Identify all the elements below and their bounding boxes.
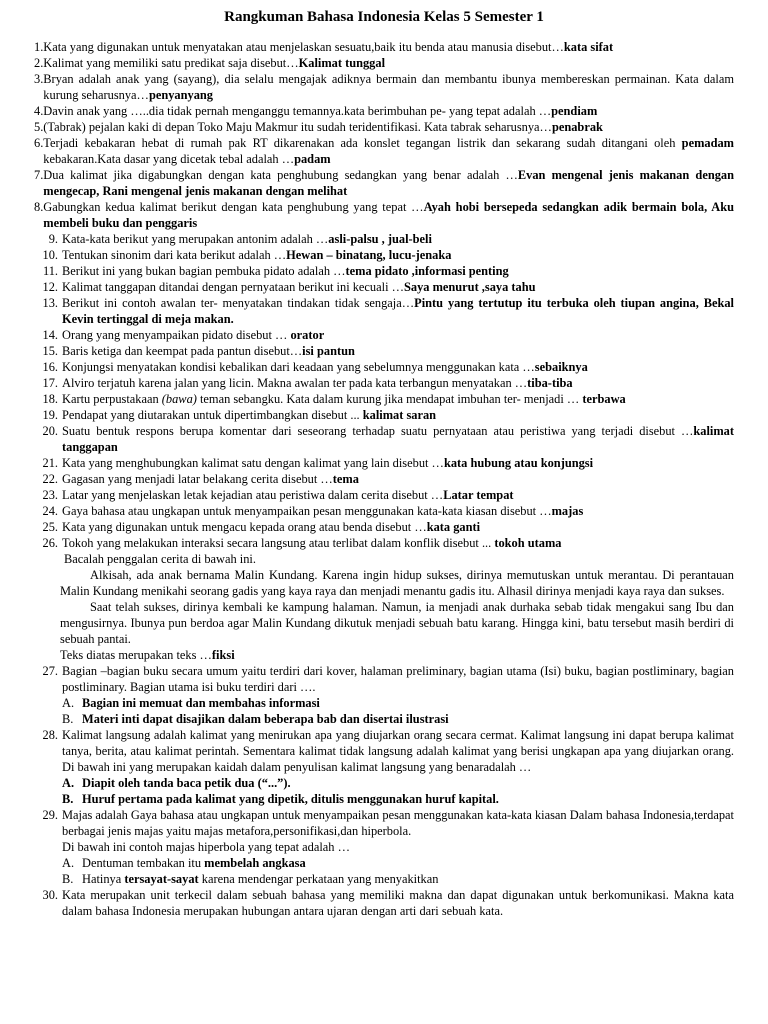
answer-text: kalimat saran xyxy=(362,408,437,422)
question-text xyxy=(62,487,734,503)
question-text xyxy=(43,103,734,119)
question-28 xyxy=(34,727,734,775)
option-text: Diapit oleh tanda baca petik dua (“...”). xyxy=(82,776,291,790)
question-text-part: pemadam xyxy=(681,136,734,150)
question-text-part: Pendapat yang diutarakan untuk dipertimbangkan disebut ... xyxy=(62,408,363,422)
question-item xyxy=(34,247,734,263)
answer-text: terbawa xyxy=(582,392,626,406)
question-number: 2. xyxy=(34,56,44,70)
page-title: Rangkuman Bahasa Indonesia Kelas 5 Semester 1 xyxy=(224,9,544,25)
question-number: 1. xyxy=(34,40,44,54)
question-item xyxy=(34,391,734,407)
question-text xyxy=(62,359,734,375)
option-text: Bagian ini memuat dan membahas informasi xyxy=(82,696,320,710)
answer-text: Evan mengenal jenis makanan dengan mengecap, Rani mengenal jenis makanan dengan melihat xyxy=(43,168,734,198)
question-number: 28. xyxy=(42,728,58,742)
option-label: B. xyxy=(62,712,74,726)
option-label: A. xyxy=(62,776,75,790)
question-item xyxy=(34,55,734,71)
question-item xyxy=(34,519,734,535)
answer-text: isi pantun xyxy=(302,344,355,358)
question-text: Kata merupakan unit terkecil dalam sebuah bahasa yang memiliki makna dan dapat digunakan untuk berkomunikasi. Makna kata dalam bahasa Indonesia merupakan hubungan antara ujaran dengan arti dari sebuah kata. xyxy=(62,888,734,918)
question-number: 16. xyxy=(42,360,58,374)
question-number: 22. xyxy=(42,472,58,486)
question-27 xyxy=(34,663,734,695)
question-number: 20. xyxy=(42,424,58,438)
question-number: 19. xyxy=(42,408,58,422)
answer-text: tiba-tiba xyxy=(527,376,573,390)
question-item xyxy=(34,119,734,135)
option-label: B. xyxy=(62,872,74,886)
question-text-part: Kartu perpustakaan xyxy=(62,392,162,406)
question-number: 21. xyxy=(42,456,58,470)
question-text xyxy=(43,135,734,167)
answer-text: Ayah hobi bersepeda sedangkan adik bermain bola, Aku membeli buku dan penggaris xyxy=(43,200,734,230)
question-text xyxy=(43,199,734,231)
question-text-part: Konjungsi menyatakan kondisi kebalikan dari keadaan yang sebelumnya menggunakan kata … xyxy=(62,360,535,374)
answer-text: penabrak xyxy=(551,120,603,134)
option-28-b xyxy=(34,791,734,807)
option-29-a xyxy=(34,855,734,871)
question-text-part: Davin anak yang …..dia tidak pernah menganggu temannya.kata berimbuhan pe- yang tepat adalah … xyxy=(43,104,552,118)
answer-text: pendiam xyxy=(551,104,598,118)
question-item xyxy=(34,359,734,375)
question-text xyxy=(62,471,734,487)
question-item xyxy=(34,279,734,295)
question-text xyxy=(62,455,734,471)
option-text: Dentuman tembakan itu xyxy=(82,856,205,870)
option-27-a xyxy=(34,695,734,711)
question-number: 14. xyxy=(42,328,58,342)
question-text xyxy=(43,119,734,135)
answer-text: Pintu yang tertutup itu terbuka oleh tiupan angina, Bekal Kevin tertinggal di meja makan. xyxy=(62,296,734,326)
question-text xyxy=(43,71,734,103)
question-text-part: Latar yang menjelaskan letak kejadian atau peristiwa dalam cerita disebut … xyxy=(62,488,444,502)
answer-text: Saya menurut ,saya tahu xyxy=(404,280,536,294)
document-page xyxy=(34,8,734,919)
answer-text: tema pidato ,informasi penting xyxy=(345,264,509,278)
question-item xyxy=(34,423,734,455)
option-emphasis: tersayat-sayat xyxy=(124,872,199,886)
question-text xyxy=(62,519,734,535)
question-number: 24. xyxy=(42,504,58,518)
option-29-b xyxy=(34,871,734,887)
question-text-part: (bawa) xyxy=(161,392,197,406)
answer-text: tema xyxy=(332,472,359,486)
story-question-text: Teks diatas merupakan teks … xyxy=(60,648,212,662)
question-text xyxy=(62,375,734,391)
answer-text: kata sifat xyxy=(563,40,614,54)
question-item xyxy=(34,199,734,231)
question-number: 13. xyxy=(42,296,58,310)
answer-text: Latar tempat xyxy=(443,488,514,502)
question-item xyxy=(34,343,734,359)
question-list xyxy=(34,39,734,551)
story-paragraph-2: Saat telah sukses, dirinya kembali ke kampung halaman. Namun, ia menjadi anak durhaka sebab tidak mengakui sang Ibu dan mengusirnya. Ibunya pun berdoa agar Malin Kundang dikutuk menjadi sebuah batu karang. Hingga kini, batu tersebut masih berdiri di sebuah pantai. xyxy=(60,600,734,646)
question-number: 6. xyxy=(34,136,44,150)
question-item xyxy=(34,535,734,551)
story-lead: Bacalah penggalan cerita di bawah ini. xyxy=(64,552,256,566)
question-text xyxy=(62,343,734,359)
answer-text: majas xyxy=(551,504,584,518)
question-text-part: Suatu bentuk respons berupa komentar dari seseorang terhadap suatu pernyataan atau peristiwa yang terjadi disebut … xyxy=(62,424,694,438)
option-27-b xyxy=(34,711,734,727)
question-text: Majas adalah Gaya bahasa atau ungkapan untuk menyampaikan pesan menggunakan kata-kata kiasan Dalam bahasa Indonesia,terdapat berbagai jenis majas yaitu majas metafora,personifikasi,dan hiperbola. xyxy=(62,808,734,838)
question-text xyxy=(62,503,734,519)
story-answer: fiksi xyxy=(211,648,235,662)
question-text-part: Kalimat yang memiliki satu predikat saja disebut… xyxy=(43,56,299,70)
question-item xyxy=(34,263,734,279)
question-number: 27. xyxy=(42,664,58,678)
question-text xyxy=(62,247,734,263)
question-item xyxy=(34,471,734,487)
question-item xyxy=(34,375,734,391)
story-paragraph-1: Alkisah, ada anak bernama Malin Kundang. Karena ingin hidup sukses, dirinya memutuskan untuk merantau. Di perantauan Malin Kundang menikahi seorang gadis yang kaya raya dan menjadi menantu gadis itu. Alhasil dirinya menjadi kaya raya dan sukses. xyxy=(60,568,734,598)
option-label: A. xyxy=(62,696,75,710)
question-item xyxy=(34,503,734,519)
answer-text: Hewan – binatang, lucu-jenaka xyxy=(286,248,452,262)
option-28-a xyxy=(34,775,734,791)
question-text-part: kebakaran.Kata dasar yang dicetak tebal adalah … xyxy=(43,152,295,166)
question-text-part: Gagasan yang menjadi latar belakang cerita disebut … xyxy=(62,472,333,486)
question-30 xyxy=(34,887,734,919)
question-text-part: Tokoh yang melakukan interaksi secara langsung atau terlibat dalam konflik disebut ... xyxy=(62,536,495,550)
option-text: Hatinya xyxy=(82,872,125,886)
question-text-part: Gaya bahasa atau ungkapan untuk menyampaikan pesan menggunakan kata-kata kiasan disebut … xyxy=(62,504,552,518)
answer-text: orator xyxy=(290,328,325,342)
question-item xyxy=(34,71,734,103)
question-number: 23. xyxy=(42,488,58,502)
question-number: 26. xyxy=(42,536,58,550)
option-text-rest: karena mendengar perkataan yang menyakitkan xyxy=(198,872,439,886)
answer-text: kata ganti xyxy=(426,520,481,534)
question-text xyxy=(62,327,734,343)
question-text xyxy=(62,263,734,279)
question-number: 25. xyxy=(42,520,58,534)
question-number: 7. xyxy=(34,168,44,182)
question-number: 17. xyxy=(42,376,58,390)
question-text-part: (Tabrak) pejalan kaki di depan Toko Maju Makmur itu sudah teridentifikasi. Kata tabrak seharusnya… xyxy=(43,120,552,134)
answer-text: sebaiknya xyxy=(534,360,588,374)
story-excerpt xyxy=(34,551,734,663)
question-item xyxy=(34,455,734,471)
answer-text: kalimat tanggapan xyxy=(62,424,734,454)
option-label: B. xyxy=(62,792,74,806)
option-text: Huruf pertama pada kalimat yang dipetik, ditulis menggunakan huruf kapital. xyxy=(82,792,499,806)
question-number: 3. xyxy=(34,72,44,86)
question-text-part: Berikut ini yang bukan bagian pembuka pidato adalah … xyxy=(62,264,346,278)
question-item xyxy=(34,231,734,247)
question-text-part: Kalimat tanggapan ditandai dengan pernyataan berikut ini kecuali … xyxy=(62,280,404,294)
question-text: Kalimat langsung adalah kalimat yang menirukan apa yang diujarkan orang secara cermat. Kalimat langsung ini dapat berupa kalimat tanya, berita, atau kalimat perintah. Sementara kalimat tidak langsung adalah kalimat yang berisi ungkapan apa yang diujarkan orang. Di bawah ini yang merupakan kaidah dalam penyulisan kalimat langsung yang benaradalah … xyxy=(62,728,734,774)
answer-text: Kalimat tunggal xyxy=(298,56,386,70)
question-text-part: Kata yang digunakan untuk menyatakan atau menjelaskan sesuatu,baik itu benda atau manusia disebut… xyxy=(43,40,564,54)
question-item xyxy=(34,39,734,55)
question-29 xyxy=(34,807,734,839)
question-text xyxy=(43,167,734,199)
question-text xyxy=(62,391,734,407)
answer-text: asli-palsu , jual-beli xyxy=(328,232,432,246)
question-number: 9. xyxy=(48,232,58,246)
question-number: 15. xyxy=(42,344,58,358)
question-number: 8. xyxy=(34,200,44,214)
answer-text: kata hubung atau konjungsi xyxy=(443,456,594,470)
question-text xyxy=(62,279,734,295)
question-number: 11. xyxy=(42,264,58,278)
question-text-part: Orang yang menyampaikan pidato disebut … xyxy=(62,328,291,342)
option-label: A. xyxy=(62,856,75,870)
question-text xyxy=(62,231,734,247)
question-text-part: Kata-kata berikut yang merupakan antonim adalah … xyxy=(62,232,329,246)
question-item xyxy=(34,135,734,167)
question-number: 30. xyxy=(42,888,58,902)
question-text-part: Tentukan sinonim dari kata berikut adalah … xyxy=(62,248,287,262)
question-text-part: Alviro terjatuh karena jalan yang licin. Makna awalan ter pada kata terbangun menyatakan … xyxy=(62,376,528,390)
question-text-part: Bryan adalah anak yang (sayang), dia selalu mengajak adiknya bermain dan membantu ibunya membereskan permainan. Kata dalam kurung seharusnya… xyxy=(43,72,734,102)
question-item xyxy=(34,327,734,343)
question-text-part: Kata yang digunakan untuk mengacu kepada orang atau benda disebut … xyxy=(62,520,427,534)
question-item xyxy=(34,295,734,327)
question-item xyxy=(34,487,734,503)
question-text-part: Berikut ini contoh awalan ter- menyatakan tindakan tidak sengaja… xyxy=(62,296,415,310)
answer-text: tokoh utama xyxy=(494,536,562,550)
option-emphasis: membelah angkasa xyxy=(204,856,306,870)
question-number: 4. xyxy=(34,104,44,118)
question-text xyxy=(62,535,734,551)
question-text-part: Gabungkan kedua kalimat berikut dengan kata penghubung yang tepat … xyxy=(43,200,424,214)
option-text: Materi inti dapat disajikan dalam beberapa bab dan disertai ilustrasi xyxy=(82,712,449,726)
question-number: 18. xyxy=(42,392,58,406)
question-number: 5. xyxy=(34,120,44,134)
question-text-part: Terjadi kebakaran hebat di rumah pak RT dikarenakan ada konslet tegangan listrik dan sekarang sudah ditangani oleh xyxy=(43,136,682,150)
question-text-part: teman sebangku. Kata dalam kurung jika mendapat imbuhan ter- menjadi … xyxy=(196,392,583,406)
question-text xyxy=(62,407,734,423)
question-text xyxy=(62,295,734,327)
question-number: 12. xyxy=(42,280,58,294)
question-text xyxy=(62,423,734,455)
question-text xyxy=(43,39,734,55)
question-number: 29. xyxy=(42,808,58,822)
question-item xyxy=(34,167,734,199)
question-text-part: Dua kalimat jika digabungkan dengan kata penghubung sedangkan yang benar adalah … xyxy=(43,168,518,182)
answer-text: penyanyang xyxy=(148,88,213,102)
question-text-part: Baris ketiga dan keempat pada pantun disebut… xyxy=(62,344,303,358)
question-text-part: Kata yang menghubungkan kalimat satu dengan kalimat yang lain disebut … xyxy=(62,456,444,470)
answer-text: padam xyxy=(294,152,331,166)
story-question xyxy=(60,647,734,663)
question-text xyxy=(43,55,734,71)
question-number: 10. xyxy=(42,248,58,262)
question-text: Bagian –bagian buku secara umum yaitu terdiri dari kover, halaman preliminary, bagian utama (Isi) buku, bagian postliminary, bagian postliminary. Bagian utama isi buku terdiri dari …. xyxy=(62,664,734,694)
question-29-prompt: Di bawah ini contoh majas hiperbola yang tepat adalah … xyxy=(62,840,350,854)
question-item xyxy=(34,407,734,423)
question-item xyxy=(34,103,734,119)
